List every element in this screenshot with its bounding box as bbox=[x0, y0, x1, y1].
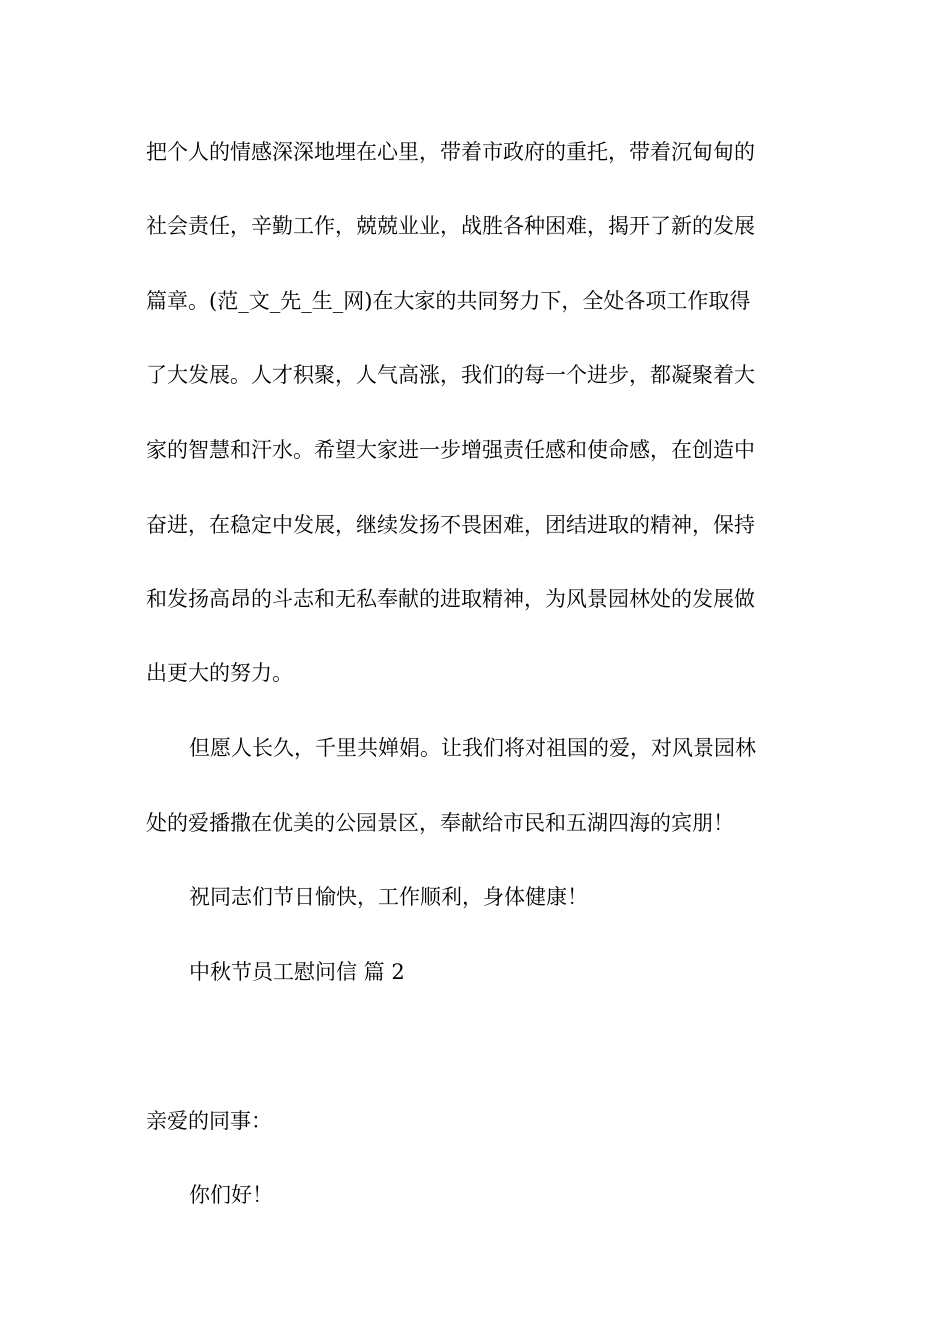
salutation: 亲爱的同事： bbox=[146, 1109, 272, 1133]
section-heading: 中秋节员工慰问信 篇 2 bbox=[189, 960, 405, 984]
paragraph-line: 篇章。(范_文_先_生_网)在大家的共同努力下，全处各项工作取得 bbox=[146, 289, 751, 313]
paragraph-line: 但愿人长久，千里共婵娟。让我们将对祖国的爱，对风景园林 bbox=[189, 736, 756, 760]
paragraph-line: 和发扬高昂的斗志和无私奉献的进取精神，为风景园林处的发展做 bbox=[146, 587, 755, 611]
paragraph-line: 家的智慧和汗水。希望大家进一步增强责任感和使命感，在创造中 bbox=[146, 438, 755, 462]
paragraph-line: 奋进，在稳定中发展，继续发扬不畏困难，团结进取的精神，保持 bbox=[146, 513, 755, 537]
paragraph-line: 处的爱播撒在优美的公园景区，奉献给市民和五湖四海的宾朋！ bbox=[146, 811, 734, 835]
paragraph-line: 社会责任，辛勤工作，兢兢业业，战胜各种困难，揭开了新的发展 bbox=[146, 214, 755, 238]
paragraph-line: 了大发展。人才积聚，人气高涨，我们的每一个进步，都凝聚着大 bbox=[146, 363, 755, 387]
paragraph-line: 把个人的情感深深地埋在心里，带着市政府的重托，带着沉甸甸的 bbox=[146, 140, 755, 164]
greeting: 你们好！ bbox=[189, 1183, 273, 1207]
wishes-line: 祝同志们节日愉快，工作顺利，身体健康！ bbox=[189, 885, 588, 909]
paragraph-line: 出更大的努力。 bbox=[146, 661, 293, 685]
